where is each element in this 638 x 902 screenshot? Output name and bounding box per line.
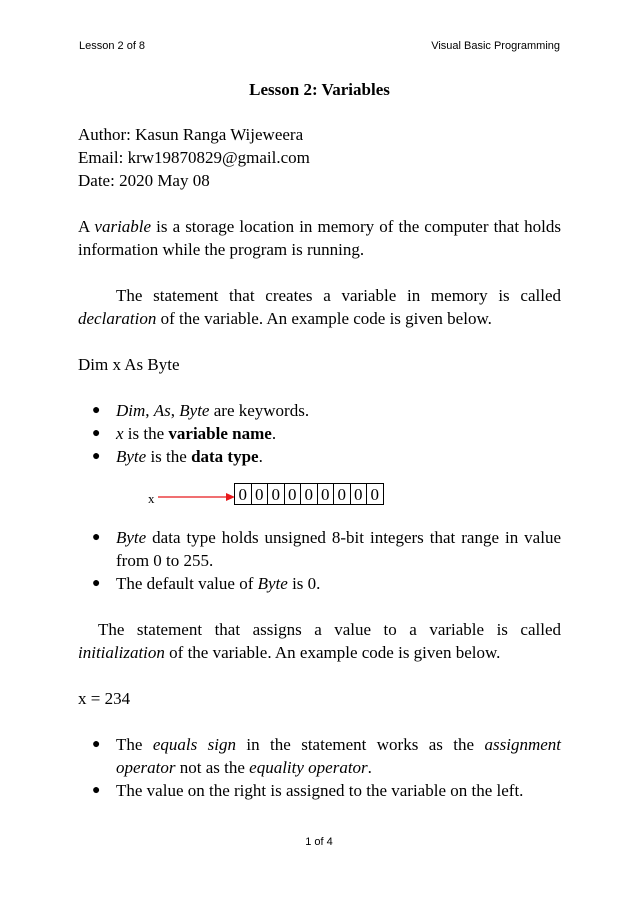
bullet-icon: ●: [92, 783, 101, 798]
term-data-type: data type: [191, 447, 259, 466]
bullet-icon: ●: [92, 426, 101, 441]
list-item: [92, 445, 561, 468]
operator-list: [78, 733, 561, 802]
bit-cell: 0: [334, 484, 351, 504]
code-example-declaration: Dim x As Byte: [78, 355, 180, 374]
term-declaration: declaration: [78, 309, 157, 328]
byte-info-list: [78, 526, 561, 595]
text-run: The statement that assigns a value to a variable is called: [98, 620, 561, 639]
list-item: [92, 572, 561, 595]
term-equals-sign: equals sign: [152, 735, 236, 754]
text-run: The default value of: [116, 574, 258, 593]
term-initialization: initialization: [78, 643, 165, 662]
paragraph-declaration: [78, 284, 561, 330]
list-item: [92, 526, 561, 572]
term-x: x: [116, 424, 124, 443]
text-run: is the: [146, 447, 192, 466]
byte-cells: [234, 483, 384, 505]
text-run: of the variable. An example code is given below.: [156, 309, 492, 328]
code-example-assignment: x = 234: [78, 689, 131, 708]
bit-cell: 0: [301, 484, 318, 504]
list-item: [92, 779, 561, 802]
term-byte: Byte: [116, 528, 147, 547]
keyword-as: As: [153, 401, 171, 420]
text-run: A: [78, 217, 95, 236]
bit-cell: 0: [252, 484, 269, 504]
text-run: of the variable. An example code is given below.: [164, 643, 501, 662]
memory-diagram: [78, 482, 561, 516]
paragraph-variable-definition: [78, 215, 561, 261]
arrow-right-icon: [158, 492, 236, 502]
text-run: .: [271, 424, 277, 443]
bullet-icon: ●: [92, 576, 101, 591]
bullet-icon: ●: [92, 737, 101, 752]
header-lesson-number: Lesson 2 of 8: [79, 40, 146, 52]
text-run: data type holds unsigned 8-bit integers that range in value from 0 to 255.: [116, 528, 561, 570]
bit-cell: 0: [235, 484, 252, 504]
term-variable: variable: [94, 217, 152, 236]
bit-cell: 0: [318, 484, 335, 504]
text-run: The value on the right is assigned to the variable on the left.: [116, 781, 524, 800]
text-run: is a storage location in memory of the computer that holds information while the program is running.: [78, 217, 561, 259]
text-run: is the: [123, 424, 169, 443]
date-line: Date: 2020 May 08: [78, 171, 210, 190]
term-byte: Byte: [116, 447, 147, 466]
bit-cell: 0: [268, 484, 285, 504]
list-item: [92, 399, 561, 422]
header-course-title: Visual Basic Programming: [431, 40, 560, 52]
term-variable-name: variable name: [168, 424, 272, 443]
keyword-list: [78, 399, 561, 468]
term-byte: Byte: [257, 574, 288, 593]
text-run: ,: [170, 401, 180, 420]
diagram-variable-label: x: [148, 491, 155, 506]
author-line: Author: Kasun Ranga Wijeweera: [78, 125, 304, 144]
text-run: The: [116, 735, 153, 754]
paragraph-initialization: [78, 618, 561, 664]
term-equality-operator: equality operator: [249, 758, 368, 777]
text-run: .: [258, 447, 263, 466]
text-run: in the statement works as the: [235, 735, 485, 754]
bullet-icon: ●: [92, 403, 101, 418]
page-content: [78, 78, 561, 802]
text-run: not as the: [175, 758, 250, 777]
list-item: [92, 422, 561, 445]
list-item: [92, 733, 561, 779]
text-run: ,: [145, 401, 154, 420]
page-title: Lesson 2: Variables: [249, 80, 390, 99]
text-run: .: [367, 758, 372, 777]
text-run: The statement that creates a variable in memory is called: [116, 286, 561, 305]
keyword-byte: Byte: [179, 401, 210, 420]
term-assignment-operator: assignment operator: [116, 735, 561, 777]
bit-cell: 0: [370, 485, 379, 504]
page-number: 1 of 4: [305, 836, 333, 848]
text-run: are keywords.: [209, 401, 310, 420]
bullet-icon: ●: [92, 530, 101, 545]
bit-cell: 0: [285, 484, 302, 504]
bullet-icon: ●: [92, 449, 101, 464]
email-line: Email: krw19870829@gmail.com: [78, 148, 310, 167]
keyword-dim: Dim: [116, 401, 146, 420]
text-run: is 0.: [287, 574, 321, 593]
bit-cell: 0: [351, 484, 368, 504]
